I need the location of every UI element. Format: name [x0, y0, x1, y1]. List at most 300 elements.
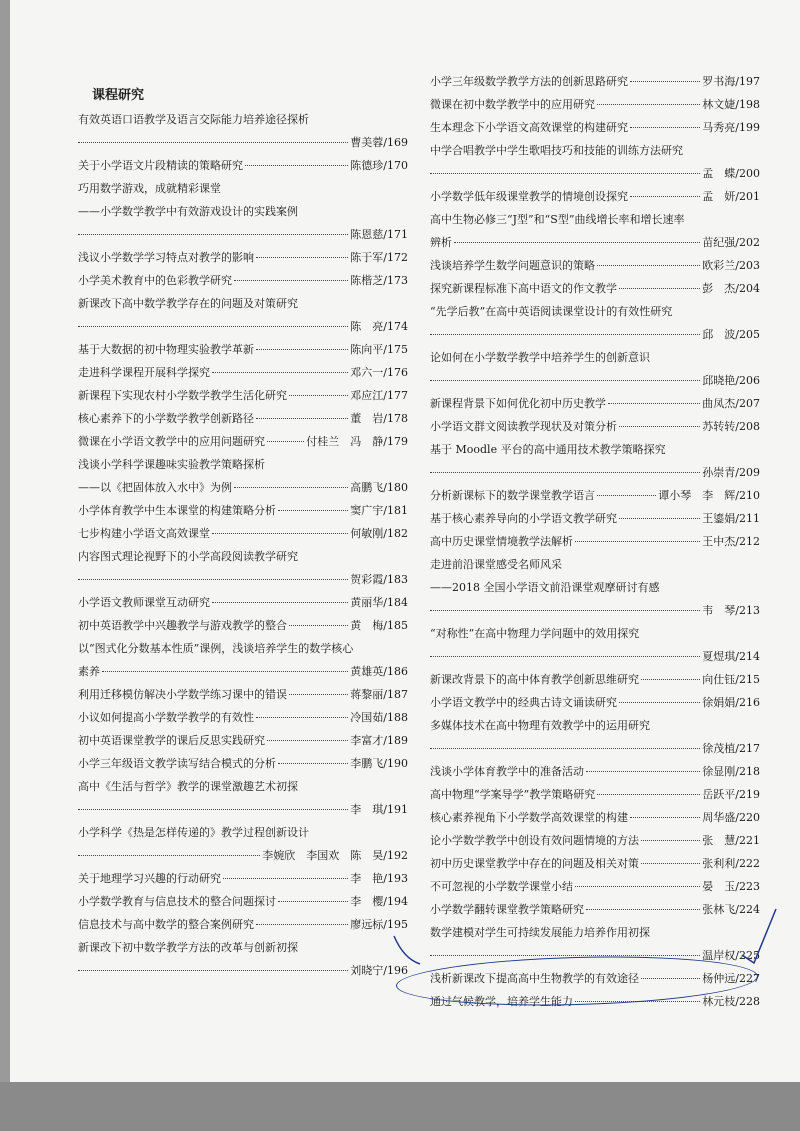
leader-dots [430, 380, 700, 381]
toc-entry-line [78, 545, 408, 568]
toc-entry-title: 内容图式理论视野下的小学高段阅读教学研究 [78, 550, 298, 563]
toc-entry-title: 小学数学翻转课堂教学策略研究 [430, 903, 584, 916]
toc-entry [430, 507, 760, 530]
toc-entry-author-page: 欧彩兰/203 [702, 259, 760, 272]
toc-entry-line [430, 691, 760, 714]
toc-entry [430, 185, 760, 208]
toc-entry-author-page: 王中杰/212 [702, 535, 760, 548]
toc-entry [78, 775, 408, 821]
leader-dots [78, 855, 260, 856]
leader-dots [430, 656, 700, 657]
toc-entry-line [430, 116, 760, 139]
toc-entry [430, 208, 760, 254]
leader-dots [641, 679, 700, 680]
toc-entry-line [430, 438, 760, 461]
toc-entry-title: 浅谈小学体育教学中的准备活动 [430, 765, 584, 778]
toc-entry-line [430, 484, 760, 507]
leader-dots [278, 510, 348, 511]
toc-entry [430, 783, 760, 806]
toc-entry [430, 760, 760, 783]
leader-dots [586, 909, 700, 910]
scan-edge [0, 0, 10, 1131]
leader-dots [267, 441, 304, 442]
toc-entry-line [430, 829, 760, 852]
toc-entry-author-page: 李 琪/191 [350, 803, 408, 816]
toc-entry-title: “先学后教”在高中英语阅读课堂设计的有效性研究 [430, 305, 673, 318]
toc-entry-line [78, 200, 408, 223]
toc-entry-title: 浅谈小学科学课趣味实验教学策略探析 [78, 458, 265, 471]
toc-entry-title: 小学体育教学中生本课堂的构建策略分析 [78, 504, 276, 517]
toc-entry-author-page: 李富才/189 [350, 734, 408, 747]
toc-entry-line [430, 185, 760, 208]
toc-entry [78, 108, 408, 154]
toc-entry-line [78, 292, 408, 315]
toc-entry-title: 数学建模对学生可持续发展能力培养作用初探 [430, 926, 650, 939]
toc-entry-line [78, 338, 408, 361]
toc-right-column [430, 70, 760, 1013]
leader-dots [630, 127, 700, 128]
toc-entry [430, 438, 760, 484]
toc-entry-line [430, 139, 760, 162]
toc-entry [78, 292, 408, 338]
toc-entry [78, 522, 408, 545]
toc-entry-line [78, 407, 408, 430]
toc-entry-title: 核心素养视角下小学数学高效课堂的构建 [430, 811, 628, 824]
toc-entry-line [430, 806, 760, 829]
toc-entry-author-line [78, 315, 408, 338]
toc-entry [78, 614, 408, 637]
toc-entry-author-page: 李鹏飞/190 [350, 757, 408, 770]
toc-entry-title: 初中英语课堂教学的课后反思实践研究 [78, 734, 265, 747]
toc-entry-title: 小学三年级语文教学读写结合模式的分析 [78, 757, 276, 770]
toc-entry [430, 346, 760, 392]
toc-entry-title: 浅谈培养学生数学问题意识的策略 [430, 259, 595, 272]
toc-entry [430, 898, 760, 921]
toc-entry-title: 生本理念下小学语文高效课堂的构建研究 [430, 121, 628, 134]
toc-entry [430, 714, 760, 760]
toc-entry-line [430, 346, 760, 369]
leader-dots [212, 372, 348, 373]
toc-entry-line [78, 246, 408, 269]
toc-entry-title: 新课程下实现农村小学数学教学生活化研究 [78, 389, 287, 402]
toc-entry-line [430, 760, 760, 783]
toc-entry-title: 关于地理学习兴趣的行动研究 [78, 872, 221, 885]
toc-entry-title: 小学科学《热是怎样传递的》教学过程创新设计 [78, 826, 309, 839]
leader-dots [102, 671, 348, 672]
toc-entry-author-page: 韦 琴/213 [702, 604, 760, 617]
toc-entry-author-page: 曹美蓉/169 [350, 136, 408, 149]
toc-entry-line [430, 392, 760, 415]
leader-dots [641, 840, 700, 841]
toc-entry-line [78, 522, 408, 545]
toc-entry-author-page: 孙崇青/209 [702, 466, 760, 479]
toc-entry-author-line [430, 737, 760, 760]
toc-entry-title: 基于大数据的初中物理实验教学革新 [78, 343, 254, 356]
toc-entry-line [78, 361, 408, 384]
leader-dots [256, 257, 348, 258]
toc-entry-title: 小学美术教育中的色彩教学研究 [78, 274, 232, 287]
toc-entry-author-page: 陈楷芝/173 [350, 274, 408, 287]
leader-dots [597, 495, 656, 496]
leader-dots [430, 748, 700, 749]
toc-left-list [78, 108, 408, 982]
toc-entry [430, 852, 760, 875]
toc-entry-author-page: 蒋黎丽/187 [350, 688, 408, 701]
toc-entry [78, 177, 408, 246]
toc-entry [430, 116, 760, 139]
leader-dots [289, 625, 348, 626]
toc-entry-author-page: 刘晓宁/196 [350, 964, 408, 977]
toc-entry-author-page: 苗纪强/202 [702, 236, 760, 249]
leader-dots [234, 487, 348, 488]
toc-entry-title: 浅议小学数学学习特点对教学的影响 [78, 251, 254, 264]
toc-entry-line [78, 683, 408, 706]
toc-entry-title: 小学语文群文阅读教学现状及对策分析 [430, 420, 617, 433]
leader-dots [619, 426, 700, 427]
toc-entry-title: 利用迁移模仿解决小学数学练习课中的错误 [78, 688, 287, 701]
toc-entry-author-page: 陈向平/175 [350, 343, 408, 356]
toc-entry-author-page: 张利利/222 [702, 857, 760, 870]
toc-entry-line [430, 277, 760, 300]
leader-dots [430, 334, 700, 335]
toc-entry [78, 154, 408, 177]
toc-entry-line [430, 668, 760, 691]
toc-entry-line [430, 576, 760, 599]
toc-entry [430, 530, 760, 553]
document-page [10, 0, 800, 1082]
toc-entry-author-page: 陈德珍/170 [350, 159, 408, 172]
leader-dots [430, 472, 700, 473]
leader-dots [619, 702, 700, 703]
toc-entry-author-page: 温岸权/225 [702, 949, 760, 962]
toc-entry-author-page: 徐娟娟/216 [702, 696, 760, 709]
toc-entry-author-line [78, 959, 408, 982]
toc-entry-author-page: 邓应江/177 [350, 389, 408, 402]
toc-entry-line [78, 660, 408, 683]
toc-entry-author-page: 冷国茹/188 [350, 711, 408, 724]
toc-entry-line [430, 783, 760, 806]
toc-entry-author-line [430, 461, 760, 484]
toc-entry-line [78, 453, 408, 476]
leader-dots [256, 418, 348, 419]
toc-entry [430, 300, 760, 346]
toc-entry-author-page: 徐茂植/217 [702, 742, 760, 755]
toc-entry-author-page: 陈 亮/174 [350, 320, 408, 333]
toc-entry-line [430, 507, 760, 530]
toc-entry-line [78, 154, 408, 177]
toc-entry-author-page: 李婉欣 李国欢 陈 昊/192 [262, 849, 408, 862]
toc-entry-title: 新课改下高中数学教学存在的问题及对策研究 [78, 297, 298, 310]
toc-entry-author-page: 杨仲远/227 [702, 972, 760, 985]
toc-entry-author-page: 徐显刚/218 [702, 765, 760, 778]
toc-entry-line [430, 530, 760, 553]
toc-entry [430, 806, 760, 829]
toc-entry-title: 小学三年级数学教学方法的创新思路研究 [430, 75, 628, 88]
leader-dots [78, 326, 348, 327]
toc-entry [78, 729, 408, 752]
leader-dots [630, 196, 700, 197]
leader-dots [245, 165, 348, 166]
toc-entry-title: 高中历史课堂情境教学法解析 [430, 535, 573, 548]
toc-entry-title: ——小学数学教学中有效游戏设计的实践案例 [78, 205, 298, 218]
toc-entry-title: ——以《把固体放入水中》为例 [78, 481, 232, 494]
toc-entry-line [78, 614, 408, 637]
toc-entry-line [430, 93, 760, 116]
toc-entry-author-page: 罗书海/197 [702, 75, 760, 88]
leader-dots [608, 403, 700, 404]
leader-dots [78, 234, 348, 235]
leader-dots [641, 863, 700, 864]
toc-entry-author-page: 黄 梅/185 [350, 619, 408, 632]
toc-entry [78, 913, 408, 936]
toc-entry-line [430, 300, 760, 323]
toc-entry [430, 93, 760, 116]
toc-entry-title: 通过气候教学，培养学生能力 [430, 995, 573, 1008]
toc-entry-author-line [78, 844, 408, 867]
toc-entry [78, 591, 408, 614]
toc-entry-line [78, 752, 408, 775]
toc-entry [430, 415, 760, 438]
toc-entry-author-line [430, 599, 760, 622]
toc-entry-line [78, 269, 408, 292]
leader-dots [430, 610, 700, 611]
toc-entry-title: 不可忽视的小学数学课堂小结 [430, 880, 573, 893]
toc-entry-title: 微课在初中数学教学中的应用研究 [430, 98, 595, 111]
leader-dots [597, 265, 700, 266]
toc-entry [78, 246, 408, 269]
toc-entry-author-page: 李 艳/193 [350, 872, 408, 885]
leader-dots [597, 104, 700, 105]
toc-entry-line [78, 706, 408, 729]
toc-entry-line [430, 70, 760, 93]
leader-dots [630, 817, 700, 818]
toc-entry-author-page: 周华盛/220 [702, 811, 760, 824]
toc-entry-title: 基于核心素养导向的小学语文教学研究 [430, 512, 617, 525]
toc-entry-author-page: 林文婕/198 [702, 98, 760, 111]
toc-entry-line [430, 415, 760, 438]
toc-entry-title: 探究新课程标准下高中语文的作文教学 [430, 282, 617, 295]
toc-entry-line [78, 936, 408, 959]
toc-entry-line [78, 729, 408, 752]
toc-entry-author-line [430, 369, 760, 392]
toc-entry-author-page: 陈恩慈/171 [350, 228, 408, 241]
toc-entry-title: 巧用数学游戏，成就精彩课堂 [78, 182, 221, 195]
toc-entry-title: 小学数学教育与信息技术的整合问题探讨 [78, 895, 276, 908]
toc-entry [78, 821, 408, 867]
toc-entry-author-line [78, 223, 408, 246]
leader-dots [278, 763, 348, 764]
leader-dots [212, 602, 348, 603]
toc-entry-title: “对称性”在高中物理力学问题中的效用探究 [430, 627, 640, 640]
toc-entry-author-line [78, 798, 408, 821]
toc-entry-line [78, 913, 408, 936]
toc-entry-author-page: 高鹏飞/180 [350, 481, 408, 494]
leader-dots [78, 142, 348, 143]
toc-entry-author-page: 黄雄英/186 [350, 665, 408, 678]
leader-dots [575, 541, 700, 542]
leader-dots [256, 349, 348, 350]
toc-entry-author-page: 夏煜琪/214 [702, 650, 760, 663]
toc-entry-line [78, 108, 408, 131]
toc-entry-line [78, 867, 408, 890]
toc-entry-title: 辨析 [430, 236, 452, 249]
toc-entry [78, 867, 408, 890]
toc-entry-title: 高中生物必修三“J型”和“S型”曲线增长率和增长速率 [430, 213, 685, 226]
toc-entry-line [430, 254, 760, 277]
toc-entry-title: 七步构建小学语文高效课堂 [78, 527, 210, 540]
toc-entry-author-page: 张林飞/224 [702, 903, 760, 916]
toc-entry-title: 小议如何提高小学数学教学的有效性 [78, 711, 254, 724]
toc-entry-title: 多媒体技术在高中物理有效教学中的运用研究 [430, 719, 650, 732]
toc-entry-title: 新课改下初中数学教学方法的改革与创新初探 [78, 941, 298, 954]
leader-dots [256, 717, 348, 718]
toc-entry-author-page: 孟 蝶/200 [702, 167, 760, 180]
toc-entry-line [78, 821, 408, 844]
toc-entry-title: 浅析新课改下提高高中生物教学的有效途径 [430, 972, 639, 985]
toc-entry-author-page: 张 慧/221 [702, 834, 760, 847]
toc-entry [430, 668, 760, 691]
toc-entry-author-page: 林元枝/228 [702, 995, 760, 1008]
toc-entry-title: 微课在小学语文教学中的应用问题研究 [78, 435, 265, 448]
toc-entry-line [430, 231, 760, 254]
toc-entry [430, 392, 760, 415]
toc-entry-author-page: 邱晓艳/206 [702, 374, 760, 387]
toc-entry-line [78, 591, 408, 614]
toc-left-column [78, 88, 408, 982]
leader-dots [575, 886, 700, 887]
toc-entry-line [430, 714, 760, 737]
leader-dots [430, 955, 700, 956]
toc-entry-title: 小学语文教师课堂互动研究 [78, 596, 210, 609]
toc-entry [78, 637, 408, 683]
toc-entry-author-page: 李 樱/194 [350, 895, 408, 908]
toc-entry-author-page: 谭小琴 李 辉/210 [658, 489, 760, 502]
toc-entry-author-page: 窦广宇/181 [350, 504, 408, 517]
toc-entry-author-page: 王鎏娟/211 [702, 512, 760, 525]
toc-entry-author-page: 贺彩霞/183 [350, 573, 408, 586]
toc-entry-title: 走进前沿课堂感受名师风采 [430, 558, 562, 571]
leader-dots [630, 81, 700, 82]
toc-entry [78, 453, 408, 499]
toc-entry-line [78, 890, 408, 913]
toc-entry-author-page: 廖远标/195 [350, 918, 408, 931]
leader-dots [78, 809, 348, 810]
toc-entry-author-page: 何敏刚/182 [350, 527, 408, 540]
toc-entry [78, 545, 408, 591]
toc-entry [78, 706, 408, 729]
toc-entry [430, 254, 760, 277]
hand-drawn-tick-mark [390, 930, 450, 970]
toc-entry-title: ——2018 全国小学语文前沿课堂观摩研讨有感 [430, 581, 660, 594]
toc-entry [430, 484, 760, 507]
toc-entry-line [78, 637, 408, 660]
toc-entry-author-page: 邱 波/205 [702, 328, 760, 341]
toc-entry-author-page: 邓六一/176 [350, 366, 408, 379]
toc-entry [78, 338, 408, 361]
toc-entry-title: 分析新课标下的数学课堂教学语言 [430, 489, 595, 502]
toc-entry-title: 信息技术与高中数学的整合案例研究 [78, 918, 254, 931]
leader-dots [597, 794, 700, 795]
toc-entry-title: 走进科学课程开展科学探究 [78, 366, 210, 379]
toc-entry-title: 小学语文教学中的经典古诗文诵读研究 [430, 696, 617, 709]
leader-dots [454, 242, 700, 243]
toc-entry-line [78, 430, 408, 453]
toc-entry-line [78, 177, 408, 200]
toc-entry [78, 499, 408, 522]
toc-entry-author-line [78, 131, 408, 154]
section-title: 课程研究 [92, 88, 145, 103]
toc-entry [430, 277, 760, 300]
toc-entry-title: 以“图式化分数基本性质”课例，浅谈培养学生的数学核心 [78, 642, 354, 655]
toc-entry [430, 622, 760, 668]
leader-dots [223, 878, 348, 879]
toc-entry-title: 有效英语口语教学及语言交际能力培养途径探析 [78, 113, 309, 126]
leader-dots [256, 924, 348, 925]
toc-entry-author-page: 马秀亮/199 [702, 121, 760, 134]
toc-entry-title: 核心素养下的小学数学教学创新路径 [78, 412, 254, 425]
toc-entry [430, 139, 760, 185]
toc-entry-title: 初中历史课堂教学中存在的问题及相关对策 [430, 857, 639, 870]
toc-entry-line [430, 921, 760, 944]
toc-entry [430, 875, 760, 898]
toc-entry [78, 683, 408, 706]
toc-entry-title: 高中《生活与哲学》教学的课堂激趣艺术初探 [78, 780, 298, 793]
leader-dots [430, 173, 700, 174]
toc-entry-title: 关于小学语文片段精读的策略研究 [78, 159, 243, 172]
toc-entry-author-page: 彭 杰/204 [702, 282, 760, 295]
toc-entry-author-page: 陈于军/172 [350, 251, 408, 264]
leader-dots [619, 288, 700, 289]
toc-entry-title: 新课改背景下的高中体育教学创新思维研究 [430, 673, 639, 686]
toc-entry-line [78, 775, 408, 798]
leader-dots [586, 771, 700, 772]
toc-entry [78, 361, 408, 384]
toc-entry-author-line [430, 645, 760, 668]
toc-entry-author-page: 孟 妍/201 [702, 190, 760, 203]
toc-entry [430, 829, 760, 852]
leader-dots [78, 970, 348, 971]
toc-entry-line [430, 622, 760, 645]
toc-entry-line [430, 208, 760, 231]
toc-entry [78, 384, 408, 407]
toc-entry-line [78, 384, 408, 407]
leader-dots [619, 518, 700, 519]
toc-entry-line [78, 476, 408, 499]
toc-entry [78, 936, 408, 982]
toc-entry [78, 890, 408, 913]
leader-dots [278, 901, 348, 902]
leader-dots [212, 533, 348, 534]
leader-dots [289, 395, 348, 396]
toc-entry-author-page: 向仕钰/215 [702, 673, 760, 686]
leader-dots [289, 694, 348, 695]
toc-entry [430, 691, 760, 714]
toc-entry-line [430, 553, 760, 576]
hand-drawn-check-mark [740, 905, 780, 965]
toc-entry-title: 中学合唱教学中学生歌唱技巧和技能的训练方法研究 [430, 144, 683, 157]
toc-entry-title: 高中物理“学案导学”教学策略研究 [430, 788, 596, 801]
toc-entry-title: 基于 Moodle 平台的高中通用技术教学策略探究 [430, 443, 666, 456]
toc-right-list [430, 70, 760, 1013]
toc-entry-author-line [78, 568, 408, 591]
toc-entry-author-page: 董 岩/178 [350, 412, 408, 425]
toc-entry-line [430, 852, 760, 875]
toc-entry-author-page: 苏转转/208 [702, 420, 760, 433]
toc-entry-line [430, 875, 760, 898]
toc-entry [78, 752, 408, 775]
toc-entry-title: 素养 [78, 665, 100, 678]
leader-dots [234, 280, 348, 281]
